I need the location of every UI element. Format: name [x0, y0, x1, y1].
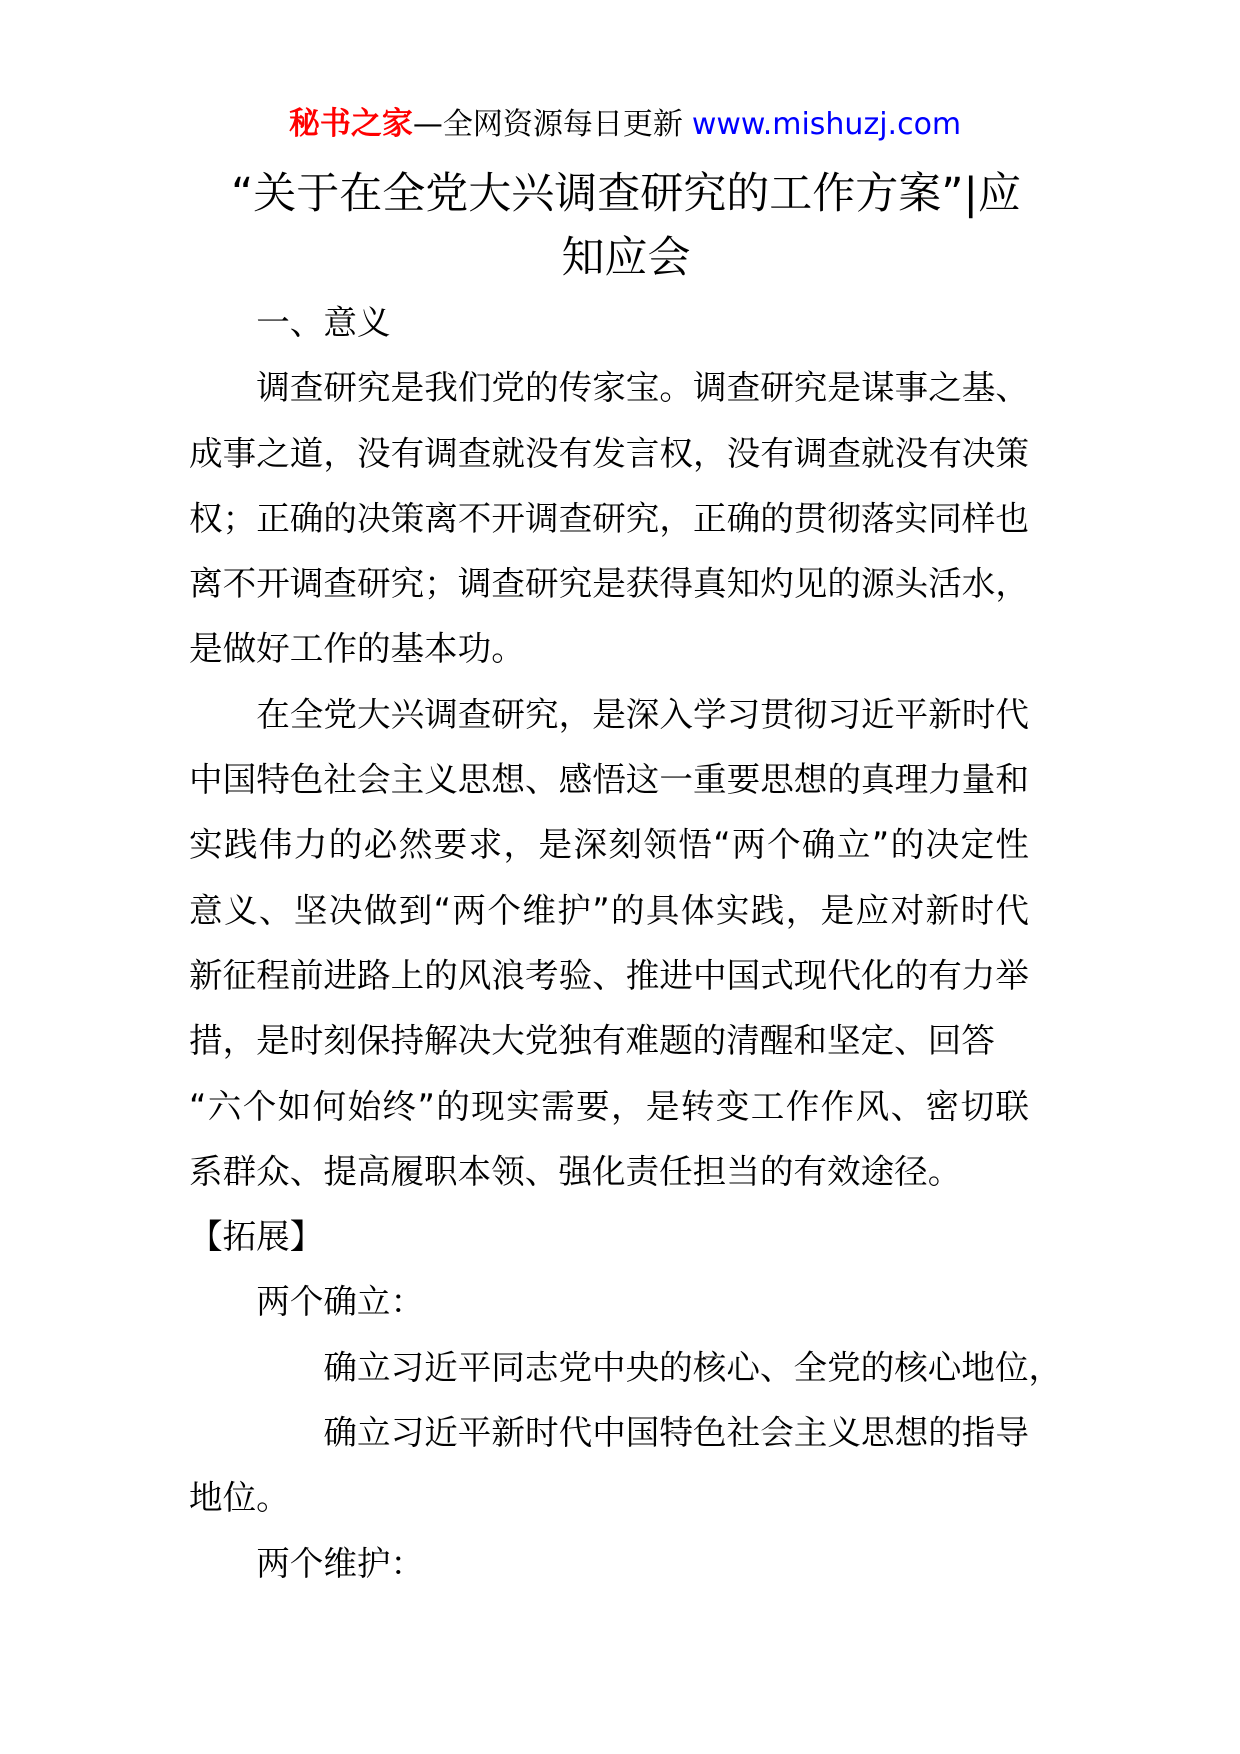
- paragraph-line: 中国特色社会主义思想、感悟这一重要思想的真理力量和: [189, 760, 1029, 800]
- paragraph-line: 调查研究是我们党的传家宝。调查研究是谋事之基、: [256, 368, 1029, 408]
- paragraph-line: 措，是时刻保持解决大党独有难题的清醒和坚定、回答: [189, 1021, 995, 1061]
- paragraph-line: 离不开调查研究；调查研究是获得真知灼见的源头活水，: [189, 564, 1029, 604]
- paragraph-line: 是做好工作的基本功。: [189, 629, 525, 669]
- paragraph-line: 实践伟力的必然要求，是深刻领悟“两个确立”的决定性: [189, 825, 1029, 865]
- paragraph-line: 权；正确的决策离不开调查研究，正确的贯彻落实同样也: [189, 498, 1029, 538]
- document-title: [0, 162, 1240, 290]
- extension-heading: 【拓展】: [189, 1217, 324, 1257]
- list-item: [189, 1400, 1029, 1531]
- paragraph-line: 成事之道，没有调查就没有发言权，没有调查就没有决策: [189, 433, 1029, 473]
- document-title-line: “关于在全党大兴调查研究的工作方案”|应: [230, 169, 1022, 219]
- list-item-line: 地位。: [189, 1478, 290, 1518]
- paragraph-line: “六个如何始终”的现实需要，是转变工作作风、密切联: [189, 1086, 1029, 1126]
- site-tagline: —全网资源每日更新: [412, 107, 683, 142]
- list-item-line: 确立习近平同志党中央的核心、全党的核心地位，: [323, 1347, 1063, 1387]
- paragraph: [189, 355, 1029, 681]
- paragraph-line: 在全党大兴调查研究，是深入学习贯彻习近平新时代: [256, 694, 1029, 734]
- paragraph-line: 系群众、提高履职本领、强化责任担当的有效途径。: [189, 1151, 962, 1191]
- document-title-line: 知应会: [561, 233, 691, 283]
- subheading-two-establishes: 两个确立：: [256, 1282, 425, 1322]
- paragraph-line: 新征程前进路上的风浪考验、推进中国式现代化的有力举: [189, 955, 1029, 995]
- paragraph-line: 意义、坚决做到“两个维护”的具体实践，是应对新时代: [189, 890, 1029, 930]
- document-body: [189, 290, 1063, 1596]
- subheading-two-safeguards: 两个维护：: [256, 1543, 425, 1583]
- list-item: [189, 1335, 1063, 1400]
- list-item-line: 确立习近平新时代中国特色社会主义思想的指导: [323, 1413, 1029, 1453]
- paragraph: [189, 682, 1029, 1204]
- site-header: [0, 94, 1240, 154]
- site-brand: 秘书之家: [288, 106, 413, 142]
- section-heading: 一、意义: [256, 303, 391, 342]
- site-url: www.mishuzj.com: [691, 107, 962, 142]
